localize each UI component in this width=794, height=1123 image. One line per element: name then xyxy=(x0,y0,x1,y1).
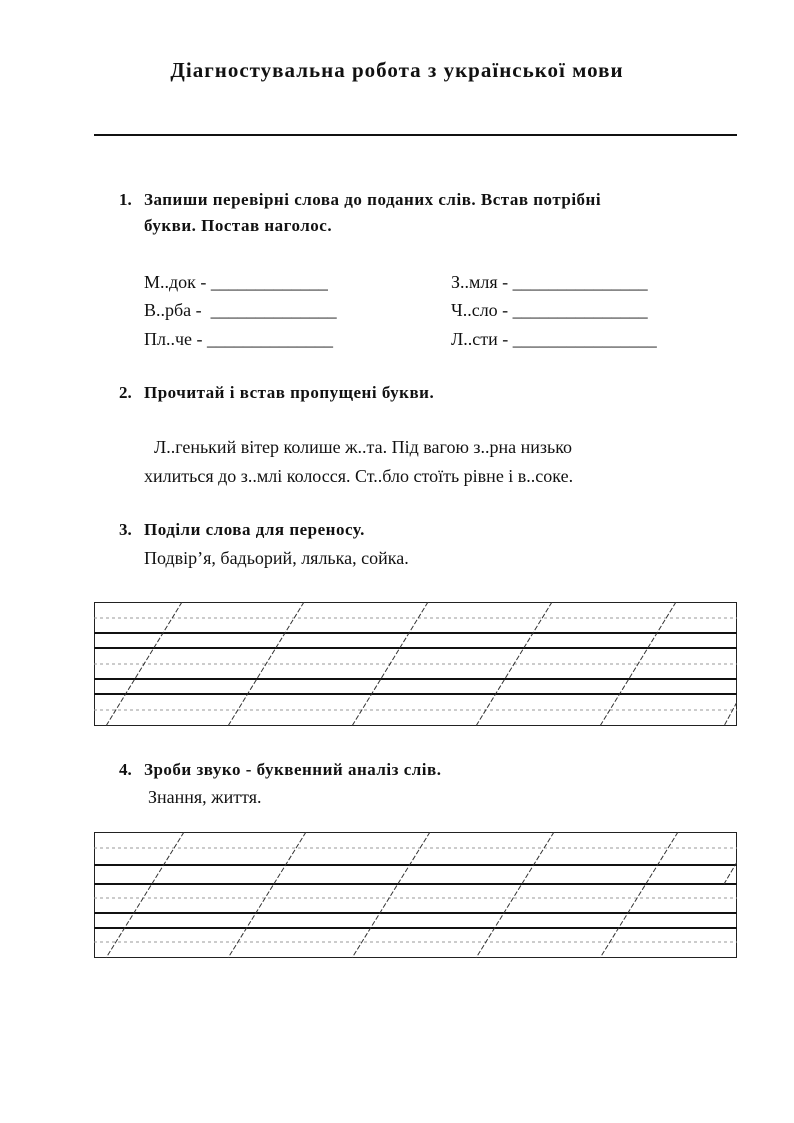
page-title: Діагностувальна робота з української мови xyxy=(170,58,624,82)
task-3-words: Подвір’я, бадьорий, лялька, сойка. xyxy=(144,548,409,568)
task-1-instruction-line1: Запиши перевірні слова до поданих слів. Встав потрібні xyxy=(144,190,602,209)
task-2-number: 2. xyxy=(119,383,132,402)
task-4-words: Знання, життя. xyxy=(148,787,262,807)
task-3-number: 3. xyxy=(119,520,132,539)
passage-line: Л..генький вітер колише ж..та. Під вагою з..рна низько xyxy=(154,437,573,457)
passage-line: хилиться до з..млі колосся. Ст..бло стоїть рівне і в..соке. xyxy=(144,466,574,486)
title-rule xyxy=(94,134,737,136)
task-3-instruction: Поділи слова для переносу. xyxy=(144,520,365,539)
word-item: М..док - _____________ xyxy=(144,272,328,292)
task-4-number: 4. xyxy=(119,760,132,779)
task-2-instruction: Прочитай і встав пропущені букви. xyxy=(144,383,435,402)
word-item: Ч..сло - _______________ xyxy=(451,300,648,320)
handwriting-grid-1 xyxy=(94,602,737,726)
handwriting-grid-2 xyxy=(94,832,737,958)
task-1-number: 1. xyxy=(119,190,132,209)
task-1-instruction xyxy=(144,187,601,239)
word-item: З..мля - _______________ xyxy=(451,272,648,292)
task-1-instruction-line2: букви. Постав наголос. xyxy=(144,216,333,235)
task-4-instruction: Зроби звуко - буквенний аналіз слів. xyxy=(144,760,442,779)
word-item: Л..сти - ________________ xyxy=(451,329,657,349)
word-item: Пл..че - ______________ xyxy=(144,329,334,349)
word-item: В..рба - ______________ xyxy=(144,300,337,320)
